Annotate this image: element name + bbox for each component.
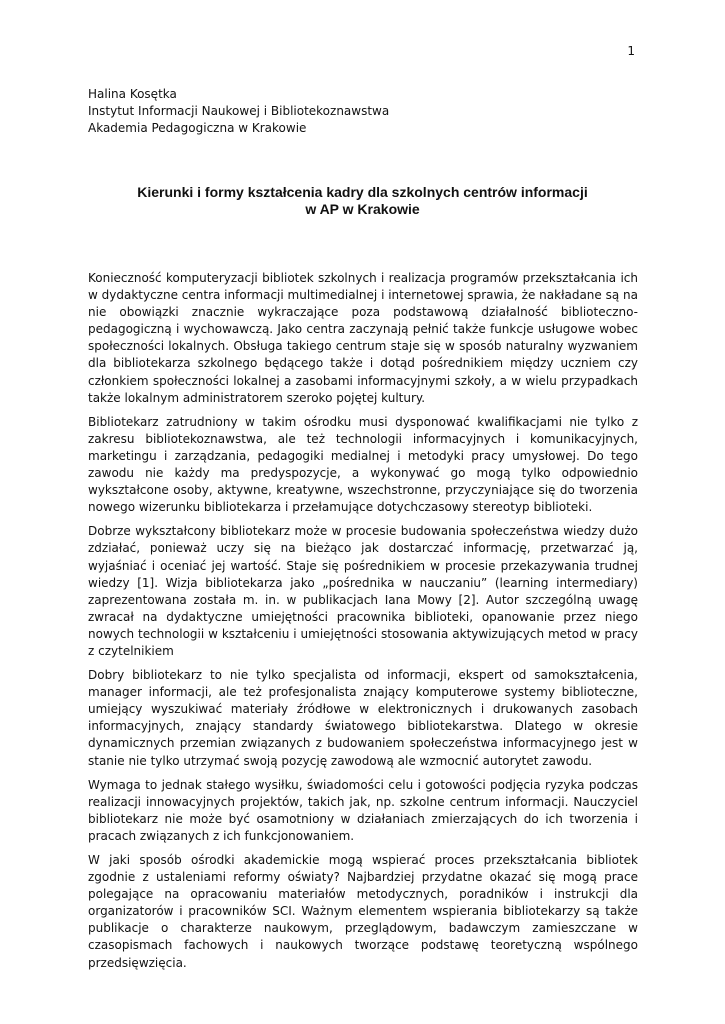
page-number: 1 [627,44,635,58]
document-title [88,184,637,218]
author-institute: Instytut Informacji Naukowej i Bibliotekoznawstwa [88,104,390,118]
document-body [88,270,638,979]
body-paragraph: Bibliotekarz zatrudniony w takim ośrodku musi dysponować kwalifikacjami nie tylko z zakresu bibliotekoznawstwa, ale też technologii informacyjnych i komunikacyjnych, marketingu i zarządzania, pedagogiki medialnej i metodyki pracy umysłowej. Do tego zawodu nie każdy ma predyspozycje, a wykonywać go mogą tylko odpowiednio wykształcone osoby, aktywne, kreatywne, wszechstronne, przyczyniające się do tworzenia nowego wizerunku bibliotekarza i przełamujące dotychczasowy stereotyp biblioteki. [88,414,638,515]
author-university: Akademia Pedagogiczna w Krakowie [88,121,307,135]
author-name: Halina Kosętka [88,87,177,101]
body-paragraph: W jaki sposób ośrodki akademickie mogą wspierać proces przekształcania bibliotek zgodnie z ustaleniami reformy oświaty? Najbardziej przydatne okazać się mogą prace polegające na opracowaniu materiałów metodycznych, poradników i instrukcji dla organizatorów i pracowników SCI. Ważnym elementem wspierania bibliotekarzy są także publikacje o charakterze naukowym, przeglądowym, badawczym zamieszczane w czasopismach fachowych i naukowych tworzące podstawę teoretyczną wspólnego przedsięwzięcia. [88,853,638,970]
body-paragraph: Wymaga to jednak stałego wysiłku, świadomości celu i gotowości podjęcia ryzyka podczas realizacji innowacyjnych projektów, takich jak, np. szkolne centrum informacji. Nauczyciel bibliotekarz nie może być osamotniony w działaniach zmierzających do ich tworzenia i pracach związanych z ich funkcjonowaniem. [88,777,638,843]
title-line-1: Kierunki i formy kształcenia kadry dla szkolnych centrów informacji [137,184,588,200]
body-paragraph: Dobrze wykształcony bibliotekarz może w procesie budowania społeczeństwa wiedzy dużo zdziałać, ponieważ uczy się na bieżąco jak dostarczać informację, przetwarzać ją, wyjaśniać i oceniać jej wartość. Staje się pośrednikiem w procesie przekazywania trudnej wiedzy [1]. Wizja bibliotekarza jako „pośrednika w nauczaniu” (learning intermediary) zaprezentowana została m. in. w publikacjach Iana Mowy [2]. Autor szczególną uwagę zwracał na dydaktyczne umiejętności pracownika biblioteki, opanowanie przez niego nowych technologii w kształceniu i umiejętności stosowania aktywizujących metod w pracy z czytelnikiem [88,524,638,658]
title-line-2: w AP w Krakowie [305,201,420,217]
author-block [88,86,389,137]
body-paragraph: Konieczność komputeryzacji bibliotek szkolnych i realizacja programów przekształcania ich w dydaktyczne centra informacji multimedialnej i internetowej sprawia, że nakładane są na nie obowiązki znacznie wykraczające poza podstawową działalność biblioteczno-pedagogiczną i wychowawczą. Jako centra zaczynają pełnić także funkcje usługowe wobec społeczności lokalnych. Obsługa takiego centrum staje się w sposób naturalny wyzwaniem dla bibliotekarza szkolnego będącego także i dotąd pośrednikiem między uczniem czy członkiem społeczności lokalnej a zasobami informacyjnymi szkoły, a w wielu przypadkach także lokalnym administratorem szeroko pojętej kultury. [88,271,638,405]
body-paragraph: Dobry bibliotekarz to nie tylko specjalista od informacji, ekspert od samokształcenia, manager informacji, ale też profesjonalista znający komputerowe systemy biblioteczne, umiejący wyszukiwać materiały źródłowe w elektronicznych i drukowanych zasobach informacyjnych, znający standardy światowego bibliotekarstwa. Dlatego w okresie dynamicznych przemian związanych z budowaniem społeczeństwa informacyjnego jest w stanie nie tylko utrzymać swoją pozycję zawodową ale wzmocnić autorytet zawodu. [88,668,638,768]
